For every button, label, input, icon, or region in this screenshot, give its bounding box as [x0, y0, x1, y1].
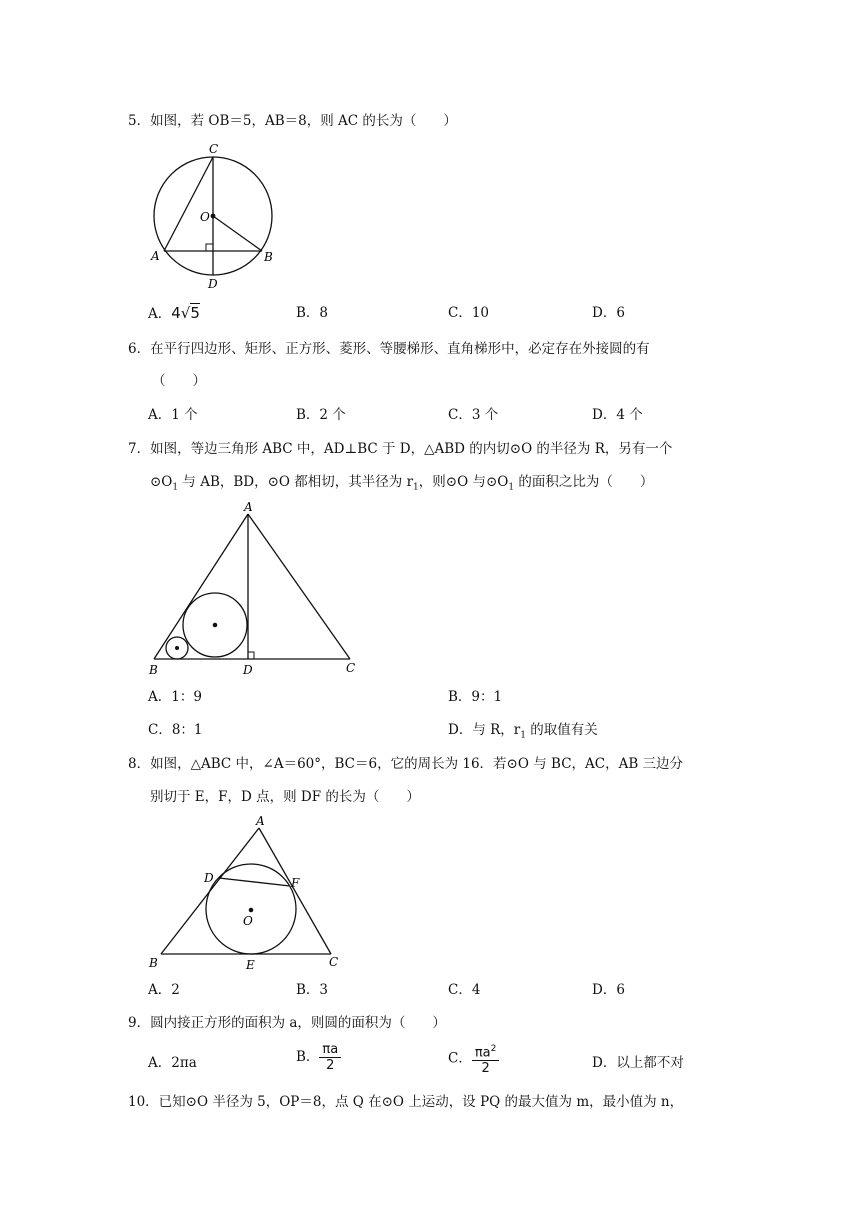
q8-label-b: B: [149, 956, 158, 970]
q6-option-b[interactable]: B．2 个: [296, 407, 346, 423]
q8-label-o: O: [243, 914, 253, 928]
q9-option-a[interactable]: A．2πa: [148, 1055, 197, 1071]
q5-option-a-prefix: A．: [148, 306, 172, 322]
q5-option-a-sqrt: 4√5: [171, 304, 200, 322]
q8-option-c[interactable]: C．4: [448, 982, 481, 998]
q5-stem: 5．如图，若 OB＝5，AB＝8，则 AC 的长为（ ）: [128, 113, 457, 129]
q8-option-a[interactable]: A．2: [148, 982, 180, 998]
q9-stem: 9．圆内接正方形的面积为 a，则圆的面积为（ ）: [128, 1015, 446, 1031]
q8-option-d[interactable]: D．6: [592, 982, 625, 998]
q5-label-a: A: [151, 249, 160, 263]
q7-option-c[interactable]: C．8：1: [148, 722, 203, 738]
q5-label-b: B: [264, 250, 273, 264]
q7-option-a[interactable]: A．1：9: [148, 689, 202, 705]
q6-option-c[interactable]: C．3 个: [448, 407, 499, 423]
q8-label-e: E: [246, 958, 255, 972]
q8-stem-line2: 别切于 E，F，D 点，则 DF 的长为（ ）: [150, 789, 420, 805]
q5-label-c: C: [209, 142, 219, 156]
q5-label-o: O: [200, 210, 210, 224]
q8-stem: 8．如图，△ABC 中，∠A＝60°，BC＝6，它的周长为 16．若⊙O 与 BC，AC，AB 三边分: [128, 756, 684, 772]
q5-option-b[interactable]: B．8: [296, 305, 329, 321]
q7-stem: 7．如图，等边三角形 ABC 中，AD⊥BC 于 D，△ABD 的内切⊙O 的半径为 R，另有一个: [128, 441, 673, 457]
q7-option-d[interactable]: D．与 R，$r_1$ 的取值有关: [448, 722, 598, 741]
q7-label-d: D: [243, 663, 253, 677]
q5-figure: [148, 140, 278, 292]
q9-option-b-fraction: $\frac{\pi a}{2}$: [319, 1042, 341, 1073]
q8-label-a: A: [256, 814, 265, 828]
q8-label-d: D: [204, 871, 214, 885]
q10-stem: 10．已知⊙O 半径为 5，OP＝8，点 Q 在⊙O 上运动，设 PQ 的最大值为 m，最小值为 n，: [128, 1094, 684, 1110]
q8-label-f: F: [291, 876, 300, 890]
q9-option-c-fraction: $\frac{\pi a^2}{2}$: [472, 1042, 500, 1076]
q8-label-c: C: [329, 955, 339, 969]
q6-stem-bracket: （ ）: [152, 373, 206, 389]
q9-option-d[interactable]: D．以上都不对: [592, 1055, 684, 1071]
q9-option-b[interactable]: B． $\frac{\pi a}{2}$: [296, 1042, 341, 1073]
q7-stem-line2: $⊙O_1$ 与 AB，BD，⊙O 都相切，其半径为 $r_1$，则⊙O 与$⊙O_1$ 的面积之比为（ ）: [150, 474, 654, 493]
q6-option-d[interactable]: D．4 个: [592, 407, 643, 423]
q5-option-a[interactable]: [148, 304, 200, 323]
q7-option-b[interactable]: B．9：1: [448, 689, 503, 705]
q5-center-dot: [211, 214, 216, 219]
q6-option-a[interactable]: A．1 个: [148, 407, 198, 423]
q7-label-c: C: [346, 661, 356, 675]
q7-label-a: A: [244, 500, 253, 514]
q9-option-c[interactable]: C． $\frac{\pi a^2}{2}$: [448, 1042, 499, 1076]
q6-stem: 6．在平行四边形、矩形、正方形、菱形、等腰梯形、直角梯形中，必定存在外接圆的有: [128, 341, 650, 357]
q5-option-d[interactable]: D．6: [592, 305, 625, 321]
q7-figure: [146, 498, 360, 678]
q7-label-b: B: [149, 663, 158, 677]
q8-option-b[interactable]: B．3: [296, 982, 329, 998]
q5-option-c[interactable]: C．10: [448, 305, 490, 321]
q8-figure: [146, 812, 346, 972]
q5-label-d: D: [208, 277, 218, 291]
